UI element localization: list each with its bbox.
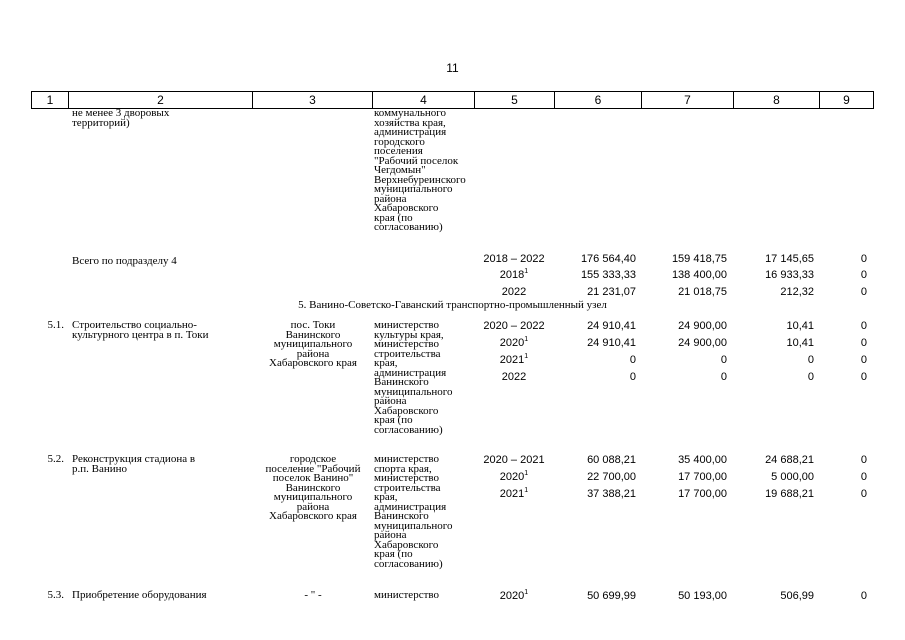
item-executor: министерство bbox=[374, 589, 440, 601]
regional-amount-cell: 16 933,33 bbox=[765, 269, 814, 281]
item-location: городское поселение "Рабочий поселок Ванино" Ванинского муниципального района Хабаровского края bbox=[265, 453, 361, 522]
regional-amount-cell: 19 688,21 bbox=[765, 488, 814, 500]
total-amount-cell: 0 bbox=[629, 354, 636, 366]
year-cell bbox=[475, 251, 553, 268]
extra-amount-cell: 0 bbox=[860, 253, 867, 265]
extra-amount-cell: 0 bbox=[860, 454, 867, 466]
regional-amount-cell: 212,32 bbox=[780, 286, 814, 298]
year-value: 2020 bbox=[499, 337, 525, 349]
federal-amount-cell: 17 700,00 bbox=[678, 471, 727, 483]
item-location: - " - bbox=[304, 589, 322, 601]
year-cell bbox=[475, 452, 553, 469]
total-amount-cell: 155 333,33 bbox=[580, 269, 636, 281]
regional-amount-cell: 24 688,21 bbox=[765, 454, 814, 466]
footnote-mark: 1 bbox=[524, 353, 529, 360]
year-value: 2021 bbox=[499, 354, 525, 366]
footnote-mark: 1 bbox=[524, 589, 529, 596]
column-header-5: 5 bbox=[475, 92, 555, 109]
federal-amount-cell: 138 400,00 bbox=[671, 269, 727, 281]
total-amount-cell: 24 910,41 bbox=[587, 320, 636, 332]
federal-amount-cell: 17 700,00 bbox=[678, 488, 727, 500]
regional-amount-cell: 0 bbox=[807, 371, 814, 383]
year-cell bbox=[475, 486, 553, 503]
item-number: 5.1. bbox=[47, 319, 64, 331]
federal-amount-cell: 24 900,00 bbox=[678, 320, 727, 332]
year-value: 2022 bbox=[501, 371, 527, 383]
federal-amount-cell: 159 418,75 bbox=[671, 253, 727, 265]
federal-amount-cell: 21 018,75 bbox=[678, 286, 727, 298]
year-cell bbox=[475, 469, 553, 486]
total-amount-cell: 176 564,40 bbox=[580, 253, 636, 265]
year-value: 2018 – 2022 bbox=[483, 253, 545, 265]
federal-amount-cell: 35 400,00 bbox=[678, 454, 727, 466]
regional-amount-cell: 506,99 bbox=[780, 590, 814, 602]
item-name: Приобретение оборудования bbox=[72, 589, 207, 601]
total-amount-cell: 21 231,07 bbox=[587, 286, 636, 298]
extra-amount-cell: 0 bbox=[860, 590, 867, 602]
extra-amount-cell: 0 bbox=[860, 269, 867, 281]
regional-amount-cell: 10,41 bbox=[786, 320, 814, 332]
total-amount-cell: 22 700,00 bbox=[587, 471, 636, 483]
federal-amount-cell: 50 193,00 bbox=[678, 590, 727, 602]
item-executor: министерство культуры края, министерство строительства края, администрация Ванинского муниципального района Хабаровского края (по согласованию) bbox=[374, 319, 453, 436]
column-header-7: 7 bbox=[642, 92, 734, 109]
item-number: 5.2. bbox=[47, 453, 64, 465]
column-header-6: 6 bbox=[555, 92, 642, 109]
year-cell bbox=[475, 267, 553, 284]
regional-amount-cell: 10,41 bbox=[786, 337, 814, 349]
year-value: 2020 – 2021 bbox=[483, 454, 545, 466]
year-value: 2020 bbox=[499, 471, 525, 483]
year-value: 2018 bbox=[499, 269, 525, 281]
year-value: 2020 bbox=[499, 590, 525, 602]
year-cell bbox=[475, 318, 553, 335]
item-executor: министерство спорта края, министерство строительства края, администрация Ванинского муниципального района Хабаровского края (по согласованию) bbox=[374, 453, 453, 570]
total-amount-cell: 24 910,41 bbox=[587, 337, 636, 349]
column-header-2: 2 bbox=[69, 92, 253, 109]
item-number: 5.3. bbox=[47, 589, 64, 601]
item-location: пос. Токи Ванинского муниципального района Хабаровского края bbox=[269, 319, 357, 369]
regional-amount-cell: 17 145,65 bbox=[765, 253, 814, 265]
regional-amount-cell: 0 bbox=[807, 354, 814, 366]
extra-amount-cell: 0 bbox=[860, 471, 867, 483]
year-value: 2021 bbox=[499, 488, 525, 500]
total-amount-cell: 0 bbox=[629, 371, 636, 383]
page-number: 11 bbox=[446, 61, 459, 75]
column-header-3: 3 bbox=[253, 92, 373, 109]
footnote-mark: 1 bbox=[524, 336, 529, 343]
federal-amount-cell: 24 900,00 bbox=[678, 337, 727, 349]
year-cell bbox=[475, 352, 553, 369]
column-header-1: 1 bbox=[32, 92, 69, 109]
item-name: Реконструкция стадиона в р.п. Ванино bbox=[72, 453, 196, 475]
column-header-9: 9 bbox=[820, 92, 874, 109]
year-cell bbox=[475, 369, 553, 386]
section-title: 5. Ванино-Советско-Гаванский транспортно-промышленный узел bbox=[298, 299, 607, 311]
regional-amount-cell: 5 000,00 bbox=[771, 471, 814, 483]
continued-event-name: не менее 3 дворовых территорий) bbox=[72, 107, 170, 129]
year-cell bbox=[475, 588, 553, 605]
extra-amount-cell: 0 bbox=[860, 354, 867, 366]
footnote-mark: 1 bbox=[524, 487, 529, 494]
subsection-total-label: Всего по подразделу 4 bbox=[72, 255, 177, 267]
federal-amount-cell: 0 bbox=[720, 354, 727, 366]
extra-amount-cell: 0 bbox=[860, 488, 867, 500]
year-cell bbox=[475, 335, 553, 352]
year-value: 2022 bbox=[501, 286, 527, 298]
item-name: Строительство социально- культурного центра в п. Токи bbox=[72, 319, 209, 341]
extra-amount-cell: 0 bbox=[860, 320, 867, 332]
continued-executor: коммунального хозяйства края, администрация городского поселения "Рабочий поселок Чегдомын" Верхнебуреинского муниципального района Хабаровского края (по согласованию) bbox=[374, 107, 466, 233]
total-amount-cell: 50 699,99 bbox=[587, 590, 636, 602]
column-header-8: 8 bbox=[734, 92, 820, 109]
footnote-mark: 1 bbox=[524, 470, 529, 477]
column-header-4: 4 bbox=[373, 92, 475, 109]
total-amount-cell: 37 388,21 bbox=[587, 488, 636, 500]
federal-amount-cell: 0 bbox=[720, 371, 727, 383]
extra-amount-cell: 0 bbox=[860, 286, 867, 298]
year-value: 2020 – 2022 bbox=[483, 320, 545, 332]
total-amount-cell: 60 088,21 bbox=[587, 454, 636, 466]
footnote-mark: 1 bbox=[524, 268, 529, 275]
extra-amount-cell: 0 bbox=[860, 371, 867, 383]
extra-amount-cell: 0 bbox=[860, 337, 867, 349]
